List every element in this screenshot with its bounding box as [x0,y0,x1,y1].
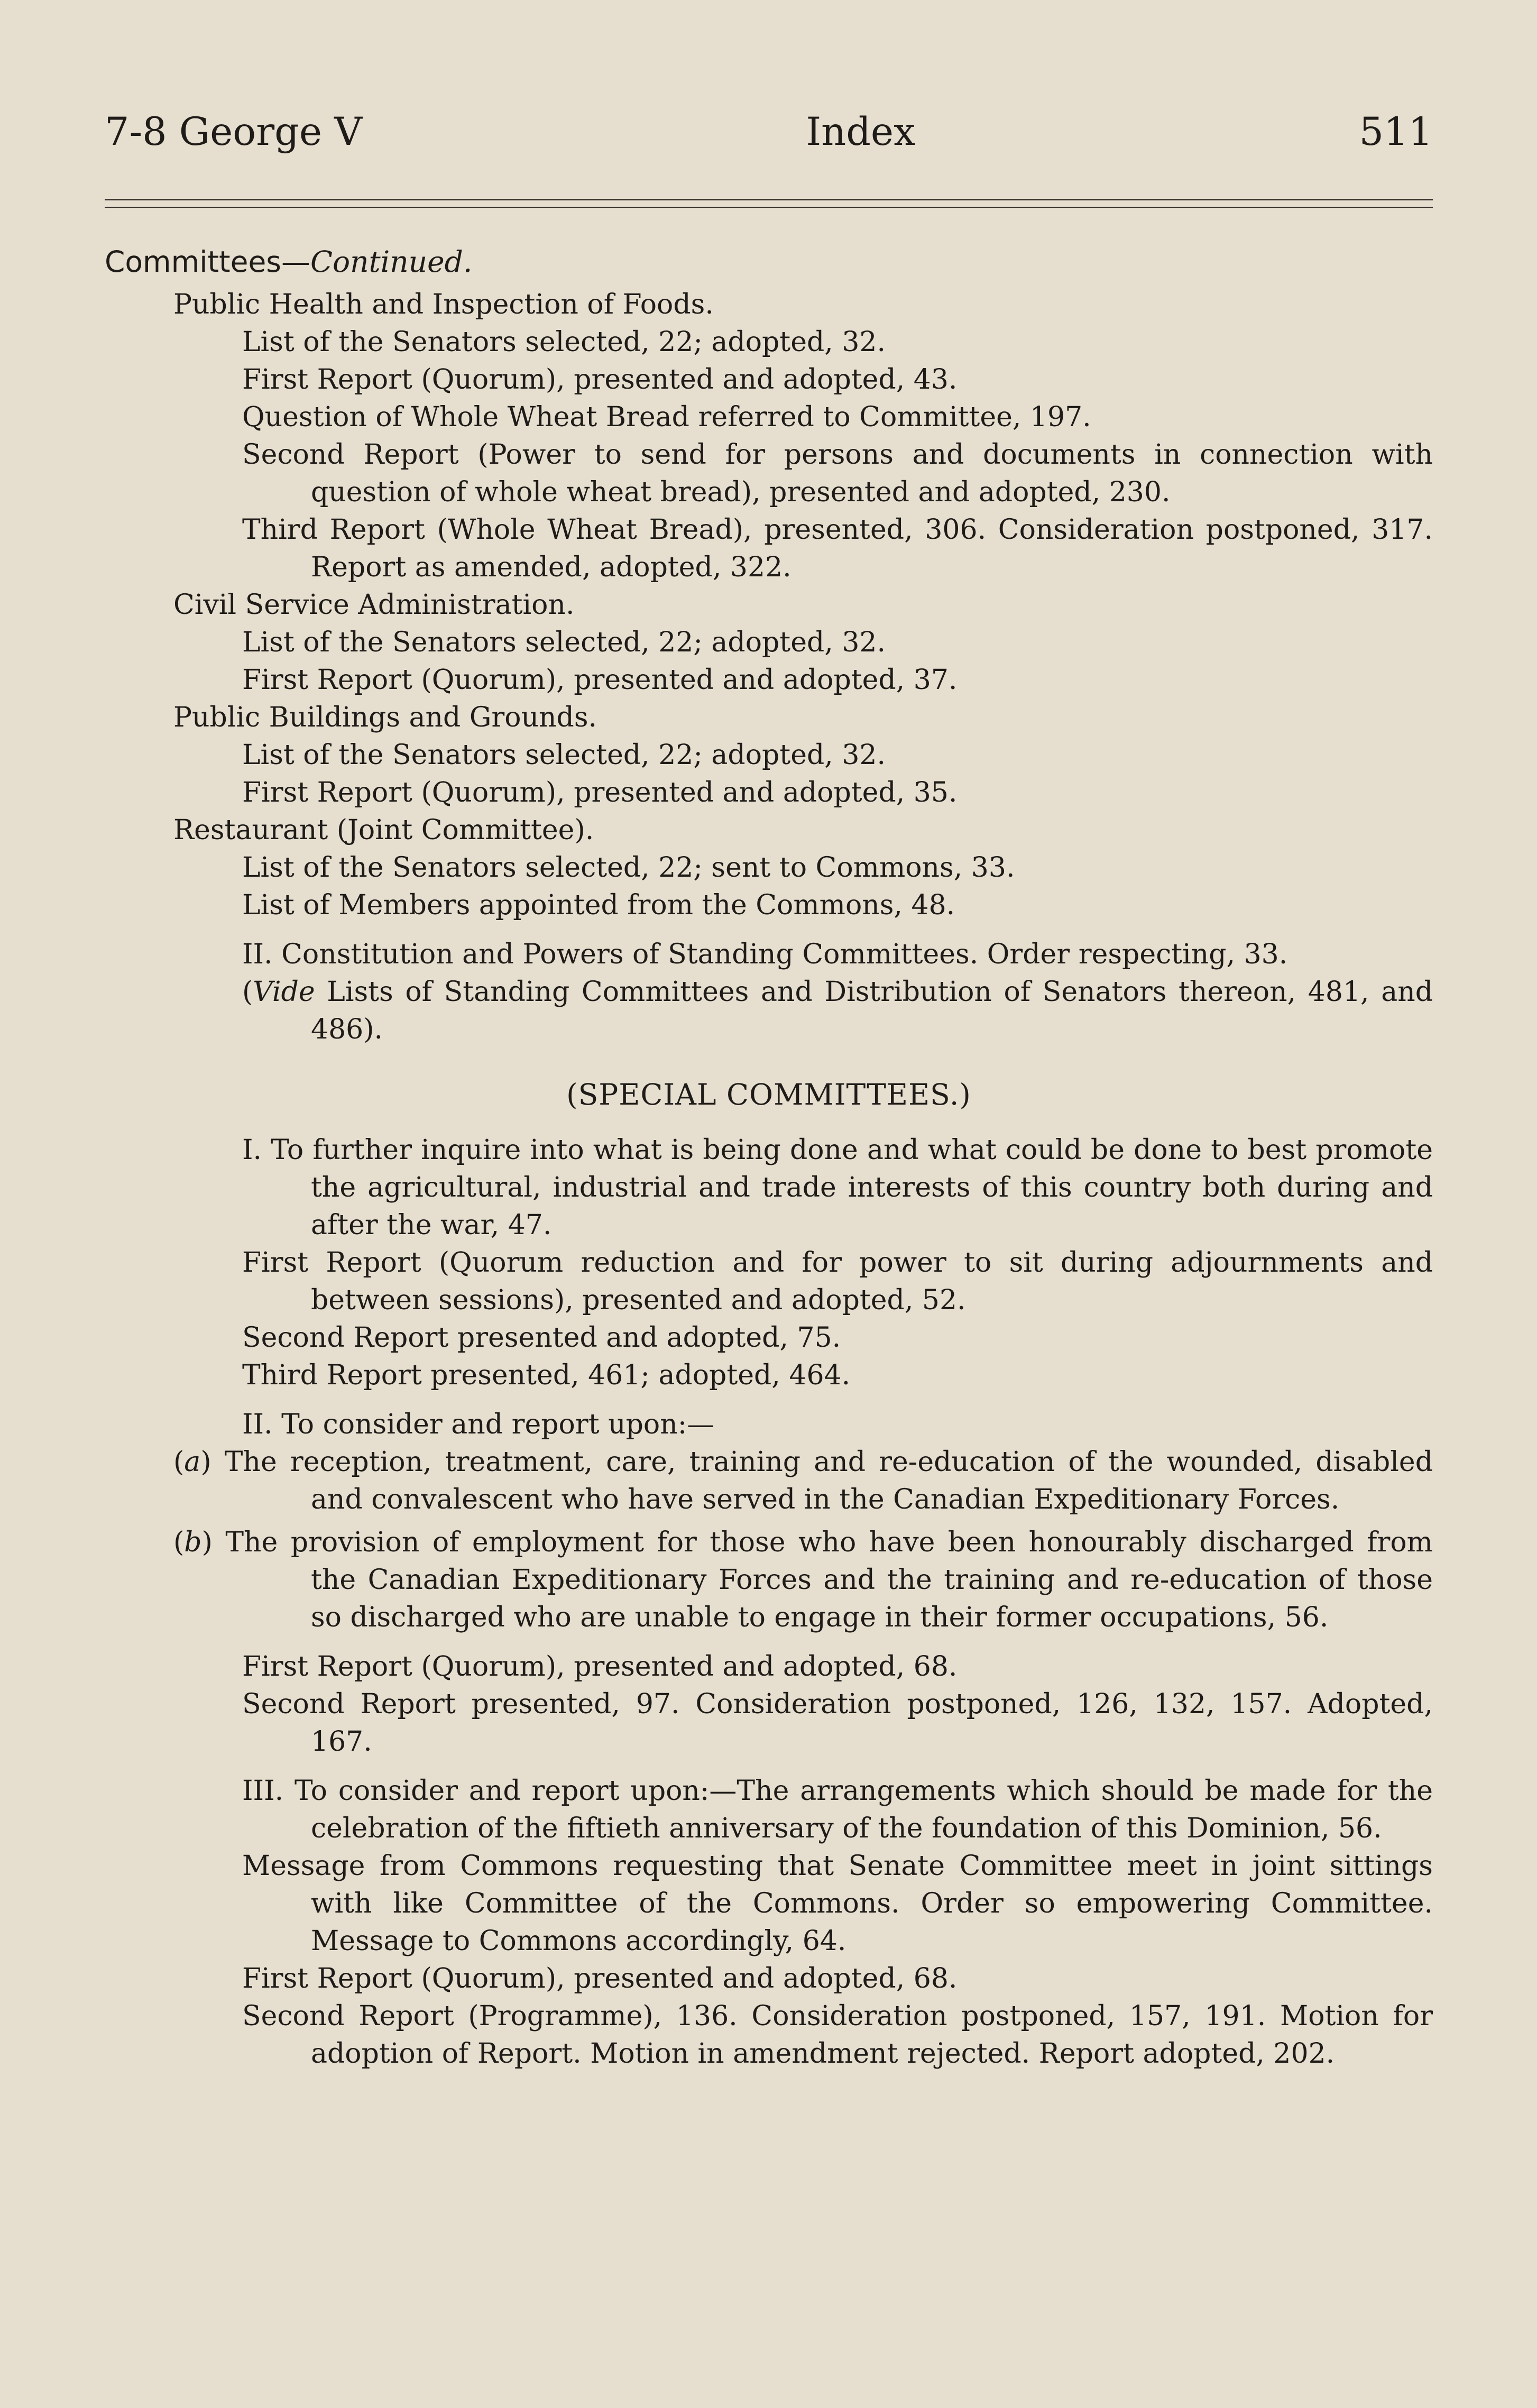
entry: List of the Senators selected, 22; sent to Commons, 33. [242,852,1015,884]
entry: First Report (Quorum), presented and adopted, 43. [242,364,958,396]
subheading-public-health: Public Health and Inspection of Foods. [173,289,714,320]
vide-text: Lists of Standing Committees and Distribution of Senators thereon, 481, and 486). [311,976,1433,1045]
entry: Question of Whole Wheat Bread referred to Committee, 197. [242,401,1091,433]
entry: Third Report presented, 461; adopted, 464. [242,1359,851,1391]
sub-entry-b-label: b [184,1527,202,1558]
header-reign: 7-8 George V [105,109,362,154]
entry: List of the Senators selected, 22; adopted, 32. [242,326,886,358]
entry: Second Report presented, 97. Consideration postponed, 126, 132, 157. Adopted, 167. [242,1688,1433,1758]
entry: List of the Senators selected, 22; adopted, 32. [242,739,886,771]
sub-entry-a-text: The reception, treatment, care, training and re-education of the wounded, disabled and convalescent who have served in the Canadian Expeditionary Forces. [224,1446,1433,1515]
section-heading [105,243,1433,281]
special-committees-heading: (SPECIAL COMMITTEES.) [566,1078,971,1111]
entry: First Report (Quorum reduction and for power to sit during adjournments and between sessions), presented and adopted, 52. [242,1247,1433,1316]
entry: First Report (Quorum), presented and adopted, 68. [242,1963,958,1995]
sub-entry-a-label: a [184,1446,201,1478]
entry: Second Report (Power to send for persons and documents in connection with question of whole wheat bread), presented and adopted, 230. [242,439,1433,508]
entry: List of Members appointed from the Commons, 48. [242,889,955,921]
vide-note: (Vide Lists of Standing Committees and Distribution of Senators thereon, 481, and 486). [242,976,1433,1045]
index-content [105,243,1433,2073]
sub-entry-b-text: The provision of employment for those who have been honourably discharged from the Canadian Expeditionary Forces and the training and re-education of those so discharged who are unable to engage in their former occupations, 56. [225,1527,1433,1633]
section-heading-main: Committees— [105,245,310,279]
header-rule-top [105,199,1433,200]
sub-entry-a: (a) The reception, treatment, care, training and re-education of the wounded, disabled and convalescent who have served in the Canadian Expeditionary Forces. [173,1446,1433,1515]
entry: First Report (Quorum), presented and adopted, 35. [242,777,958,808]
header-title: Index [806,109,916,154]
vide-word: Vide [253,976,315,1008]
entry: Second Report (Programme), 136. Consideration postponed, 157, 191. Motion for adoption of Report. Motion in amendment rejected. Report adopted, 202. [242,2000,1433,2070]
special-entry-iii: III. To consider and report upon:—The arrangements which should be made for the celebration of the fiftieth anniversary of the foundation of this Dominion, 56. [242,1775,1433,1844]
subheading-civil-service: Civil Service Administration. [173,589,575,621]
special-entry-ii: II. To consider and report upon:— [242,1409,715,1440]
section-heading-continued: Continued. [310,245,473,279]
entry: First Report (Quorum), presented and adopted, 37. [242,664,958,696]
entry: First Report (Quorum), presented and adopted, 68. [242,1651,958,1683]
entry: List of the Senators selected, 22; adopted, 32. [242,627,886,658]
subheading-restaurant: Restaurant (Joint Committee). [173,814,594,846]
entry: Second Report presented and adopted, 75. [242,1322,841,1354]
page-number: 511 [1359,109,1433,154]
entry: Third Report (Whole Wheat Bread), presented, 306. Consideration postponed, 317. Report as amended, adopted, 322. [242,514,1433,583]
sub-entry-b: (b) The provision of employment for those who have been honourably discharged from the Canadian Expeditionary Forces and the training and re-education of those so discharged who are unable to engage in their former occupations, 56. [173,1527,1433,1633]
subheading-public-buildings: Public Buildings and Grounds. [173,702,597,733]
header-rule-bottom [105,207,1433,208]
numbered-entry-ii: II. Constitution and Powers of Standing Committees. Order respecting, 33. [242,939,1288,970]
running-header [105,108,1433,156]
entry: Message from Commons requesting that Senate Committee meet in joint sittings with like Committee of the Commons. Order so empowering Committee. Message to Commons accordingly, 64. [242,1850,1433,1957]
special-entry-i: I. To further inquire into what is being done and what could be done to best promote the agricultural, industrial and trade interests of this country both during and after the war, 47. [242,1134,1433,1241]
